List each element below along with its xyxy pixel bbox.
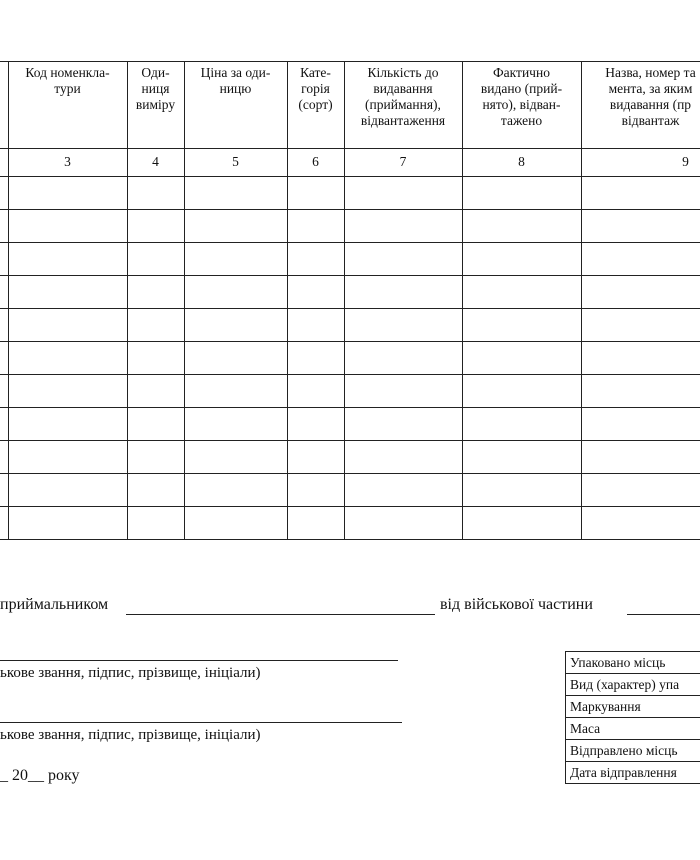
table-cell[interactable] [9, 210, 127, 242]
table-cell[interactable] [345, 342, 462, 374]
packing-row [566, 740, 700, 762]
table-cell[interactable] [128, 210, 184, 242]
table-cell[interactable] [185, 342, 287, 374]
table-cell[interactable] [582, 342, 700, 374]
table-cell[interactable] [9, 408, 127, 440]
table-cell[interactable] [345, 177, 462, 209]
table-cell[interactable] [128, 507, 184, 539]
packing-row [566, 674, 700, 696]
table-cell[interactable] [582, 210, 700, 242]
column-header: Ціна за оди- ницю [200, 65, 271, 96]
table-cell[interactable] [582, 408, 700, 440]
table-cell[interactable] [128, 474, 184, 506]
table-cell[interactable] [463, 243, 581, 275]
column-number: 5 [232, 154, 239, 169]
column-header: Кількість до видавання (приймання), відвантаження [360, 65, 446, 128]
table-cell[interactable] [463, 276, 581, 308]
table-cell[interactable] [463, 375, 581, 407]
packing-label: Маркування [566, 696, 700, 718]
table-cell[interactable] [345, 507, 462, 539]
table-cell[interactable] [185, 210, 287, 242]
table-cell[interactable] [463, 210, 581, 242]
table-hline [0, 539, 700, 540]
table-cell[interactable] [128, 177, 184, 209]
table-cell[interactable] [288, 243, 344, 275]
unit-label: від військової частини [440, 596, 593, 613]
signature-caption-2: ькове звання, підпис, прізвище, ініціали) [0, 727, 261, 743]
table-cell[interactable] [463, 309, 581, 341]
packing-table [565, 651, 700, 784]
packing-label: Упаковано місць [566, 652, 700, 674]
table-cell[interactable] [345, 441, 462, 473]
unit-number-line[interactable] [627, 614, 700, 615]
table-cell[interactable] [288, 342, 344, 374]
table-cell[interactable] [345, 375, 462, 407]
table-cell[interactable] [185, 408, 287, 440]
table-cell[interactable] [9, 441, 127, 473]
column-number: 8 [518, 154, 525, 169]
table-cell[interactable] [288, 309, 344, 341]
table-cell[interactable] [463, 408, 581, 440]
table-cell[interactable] [9, 276, 127, 308]
column-number: 7 [399, 154, 407, 169]
table-cell[interactable] [288, 210, 344, 242]
table-cell[interactable] [582, 375, 700, 407]
column-header: Назва, номер та мента, за яким видавання (пр відвантаж [605, 65, 696, 128]
table-cell[interactable] [582, 276, 700, 308]
table-cell[interactable] [9, 309, 127, 341]
table-cell[interactable] [128, 375, 184, 407]
table-cell[interactable] [9, 243, 127, 275]
table-cell[interactable] [9, 474, 127, 506]
table-cell[interactable] [582, 507, 700, 539]
table-cell[interactable] [345, 474, 462, 506]
table-cell[interactable] [345, 243, 462, 275]
table-cell[interactable] [582, 309, 700, 341]
table-cell[interactable] [9, 507, 127, 539]
table-cell[interactable] [345, 309, 462, 341]
table-cell[interactable] [463, 441, 581, 473]
column-header: Кате- горія (сорт) [298, 65, 333, 112]
table-cell[interactable] [185, 177, 287, 209]
packing-row [566, 652, 700, 674]
table-cell[interactable] [128, 276, 184, 308]
table-cell[interactable] [185, 507, 287, 539]
table-cell[interactable] [288, 408, 344, 440]
packing-label: Дата відправлення [566, 762, 700, 784]
signature-line-2[interactable] [0, 722, 402, 723]
table-cell[interactable] [9, 375, 127, 407]
table-cell[interactable] [185, 441, 287, 473]
table-cell[interactable] [128, 309, 184, 341]
date-year-line: _ 20__ року [0, 767, 80, 784]
packing-row [566, 762, 700, 784]
column-number: 9 [682, 154, 689, 169]
packing-row [566, 718, 700, 740]
packing-label: Вид (характер) упа [566, 674, 700, 696]
table-cell[interactable] [128, 342, 184, 374]
table-cell[interactable] [582, 474, 700, 506]
table-cell[interactable] [582, 243, 700, 275]
packing-label: Відправлено місць [566, 740, 700, 762]
table-cell[interactable] [9, 342, 127, 374]
table-cell[interactable] [128, 441, 184, 473]
table-cell[interactable] [463, 474, 581, 506]
column-number: 4 [152, 154, 159, 169]
table-cell[interactable] [463, 507, 581, 539]
table-cell[interactable] [582, 177, 700, 209]
table-cell[interactable] [463, 342, 581, 374]
table-cell[interactable] [345, 210, 462, 242]
receiver-label: приймальником [0, 596, 109, 613]
column-number: 3 [64, 154, 71, 169]
column-header: Фактично видано (прий- нято), відван- тажено [480, 65, 563, 128]
table-cell[interactable] [288, 507, 344, 539]
table-cell[interactable] [9, 177, 127, 209]
packing-row [566, 696, 700, 718]
table-hline [0, 148, 700, 149]
table-cell[interactable] [463, 177, 581, 209]
column-number: 6 [312, 154, 319, 169]
table-cell[interactable] [185, 243, 287, 275]
table-cell[interactable] [345, 408, 462, 440]
table-cell[interactable] [288, 474, 344, 506]
table-hline [0, 61, 700, 62]
table-cell[interactable] [185, 474, 287, 506]
table-cell[interactable] [185, 309, 287, 341]
table-cell[interactable] [128, 408, 184, 440]
table-cell[interactable] [288, 276, 344, 308]
table-cell[interactable] [185, 375, 287, 407]
table-cell[interactable] [185, 276, 287, 308]
receiver-signature-line[interactable] [126, 614, 435, 615]
table-cell[interactable] [128, 243, 184, 275]
packing-label: Маса [566, 718, 700, 740]
table-cell[interactable] [288, 441, 344, 473]
column-header: Код номенкла- тури [25, 65, 110, 96]
column-header: Оди- ниця виміру [135, 65, 176, 112]
signature-caption-1: ькове звання, підпис, прізвище, ініціали) [0, 665, 261, 681]
signature-line-1[interactable] [0, 660, 398, 661]
table-cell[interactable] [582, 441, 700, 473]
table-cell[interactable] [288, 177, 344, 209]
table-cell[interactable] [345, 276, 462, 308]
table-cell[interactable] [288, 375, 344, 407]
